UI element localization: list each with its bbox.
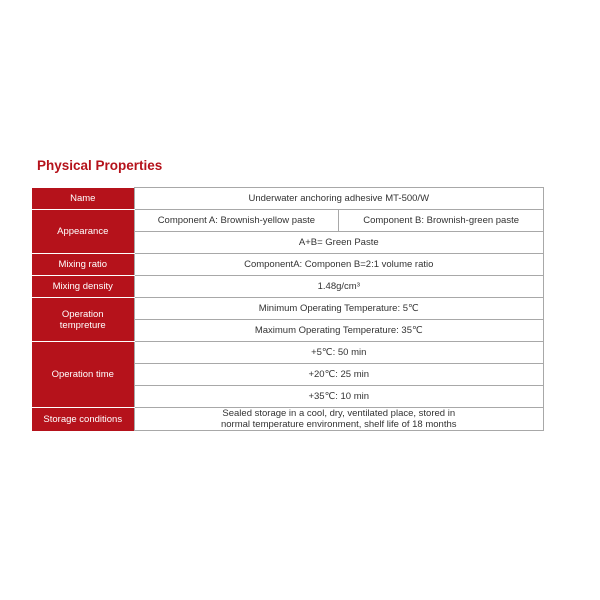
- row-label-appearance: Appearance: [32, 210, 134, 254]
- storage-line: normal temperature environment, shelf life of 18 months: [220, 419, 457, 430]
- storage-line: Sealed storage in a cool, dry, ventilated place, stored in: [222, 408, 456, 419]
- product-name-value: Underwater anchoring adhesive MT-500/W: [134, 188, 544, 210]
- table-row: [32, 298, 544, 320]
- storage-value: [134, 408, 544, 431]
- table-row: [32, 188, 544, 210]
- row-label-mixing-density: Mixing density: [32, 276, 134, 298]
- mixed-appearance-value: A+B= Green Paste: [134, 232, 544, 254]
- row-label-operation-temperature: [32, 298, 134, 342]
- min-temperature-value: Minimum Operating Temperature: 5℃: [134, 298, 544, 320]
- operation-time-35c: +35℃: 10 min: [134, 386, 544, 408]
- physical-properties-table: [32, 187, 544, 431]
- table-row: [32, 254, 544, 276]
- table-row: [32, 408, 544, 431]
- section-title: Physical Properties: [37, 158, 163, 173]
- table-row: [32, 210, 544, 232]
- row-label-operation-time: Operation time: [32, 342, 134, 408]
- label-line: tempreture: [59, 319, 106, 331]
- component-b-value: Component B: Brownish-green paste: [339, 210, 544, 232]
- max-temperature-value: Maximum Operating Temperature: 35℃: [134, 320, 544, 342]
- mixing-density-value: 1.48g/cm³: [134, 276, 544, 298]
- operation-time-5c: +5℃: 50 min: [134, 342, 544, 364]
- row-label-mixing-ratio: Mixing ratio: [32, 254, 134, 276]
- row-label-storage: Storage conditions: [32, 408, 134, 431]
- component-a-value: Component A: Brownish-yellow paste: [134, 210, 339, 232]
- table-row: [32, 276, 544, 298]
- row-label-name: Name: [32, 188, 134, 210]
- label-line: Operation: [61, 308, 104, 320]
- mixing-ratio-value: ComponentA: Componen B=2:1 volume ratio: [134, 254, 544, 276]
- operation-time-20c: +20℃: 25 min: [134, 364, 544, 386]
- table-row: [32, 342, 544, 364]
